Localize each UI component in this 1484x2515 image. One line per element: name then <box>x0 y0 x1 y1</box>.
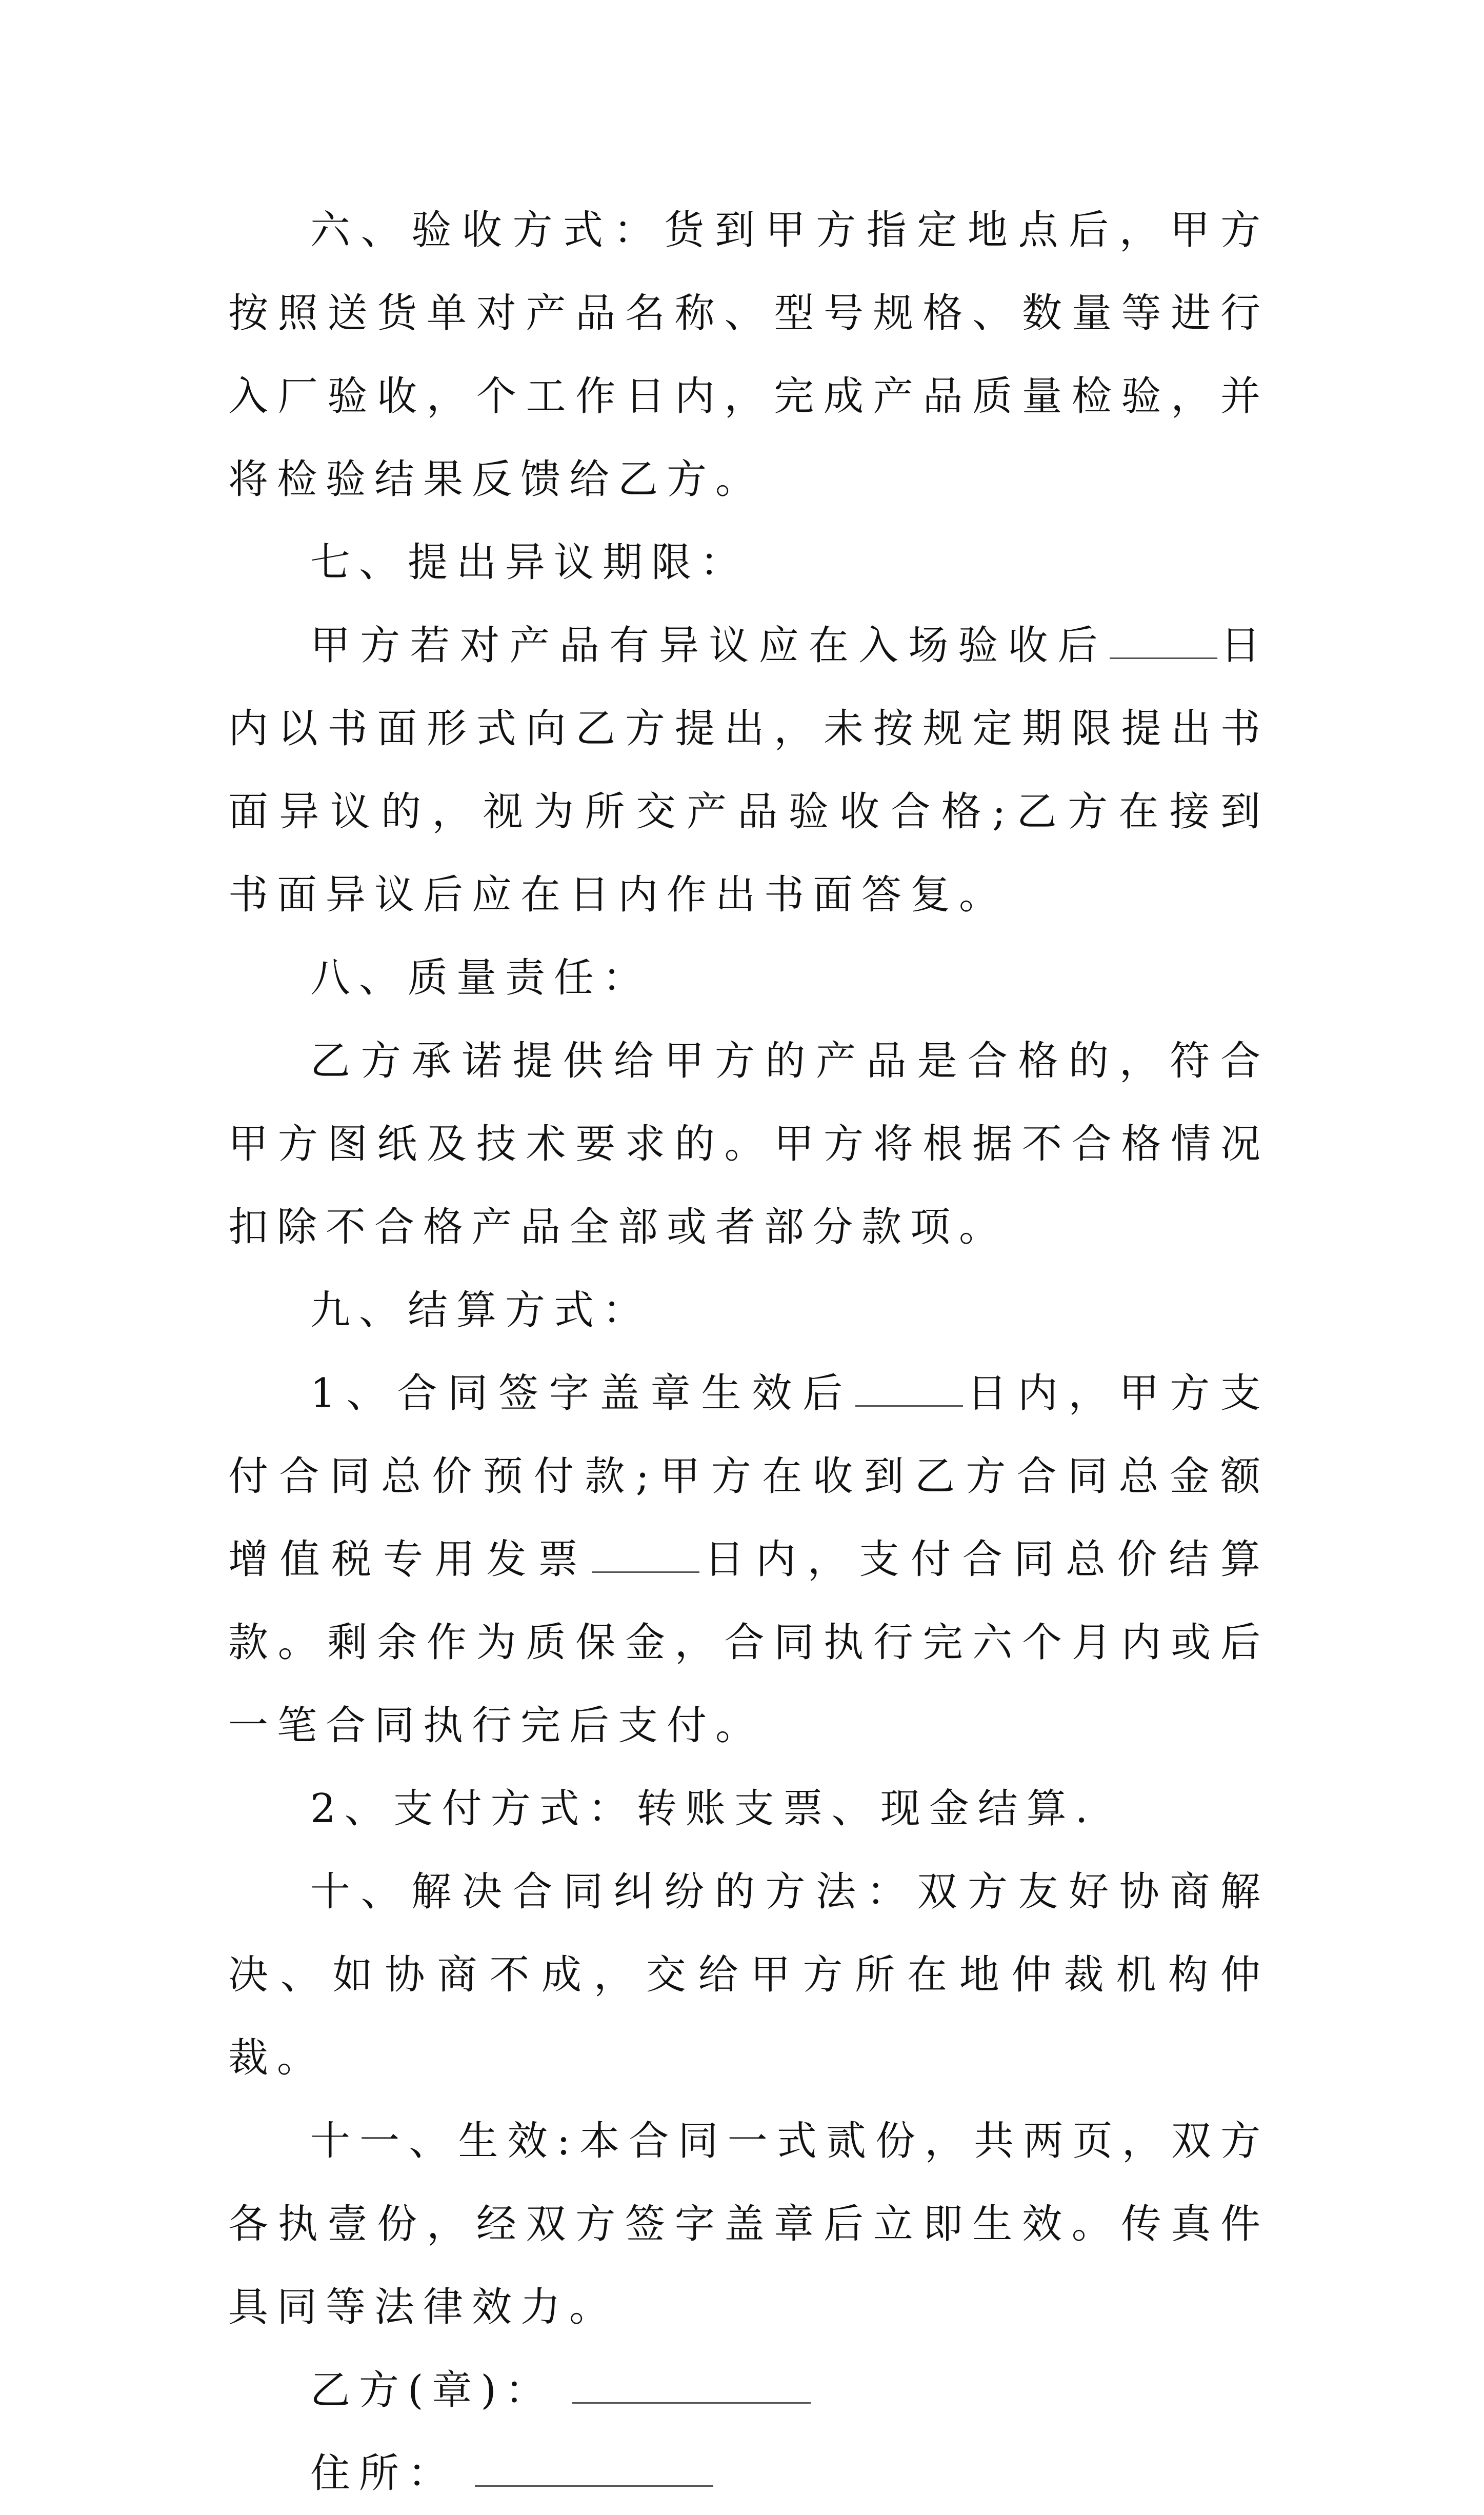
clause-7-text-b: 日内以书面形式向乙方提出，未按规定期限提出书面异议的，视为所交产品验收合格;乙方在接到书面异议后应在日内作出书面答复。 <box>228 623 1269 918</box>
clause-7-text-a: 甲方若对产品有异议应在入场验收后 <box>310 623 1108 669</box>
address-line <box>475 2485 713 2487</box>
blank-line <box>1110 657 1217 659</box>
clause-9-1-text-a: 1、合同签字盖章生效后 <box>310 1370 853 1416</box>
clause-7-body <box>228 604 1269 936</box>
signature-line <box>572 2402 811 2404</box>
clause-11-effect: 十一、生效:本合同一式贰份，共两页，双方各执壹份，经双方签字盖章后立即生效。传真件具同等法律效力。 <box>228 2118 1269 2330</box>
clause-9-item-2: 2、支付方式：转账支票、现金结算. <box>310 1786 1097 1832</box>
party-b-label: 乙方(章)： <box>310 2367 554 2413</box>
clause-9-1-text-c: 日内，支付合同总价结算款。剩余作为质保金，合同执行完六个月内或后一笔合同执行完后支付。 <box>228 1536 1269 1749</box>
clause-6-acceptance: 六、验收方式：货到甲方指定地点后，甲方按照送货单对产品名称、型号规格、数量等进行入厂验收，个工作日内，完成产品质量检验，并将检验结果反馈给乙方。 <box>228 207 1269 503</box>
blank-line <box>592 1571 699 1573</box>
clause-8-title: 八、质量责任： <box>310 955 652 1001</box>
address-label: 住所： <box>310 2450 457 2497</box>
clause-10-disputes: 十、解决合同纠纷的方法：双方友好协商解决、如协商不成，交给甲方所在地仲裁机构仲裁。 <box>228 1869 1269 2081</box>
clause-8-body: 乙方承诺提供给甲方的产品是合格的，符合甲方图纸及技术要求的。甲方将根据不合格情况扣除不合格产品全部或者部分款项。 <box>228 1038 1269 1250</box>
clause-9-1-text-b: 日内，甲方支付合同总价预付款;甲方在收到乙方合同总金额增值税专用发票 <box>228 1370 1269 1583</box>
address-row <box>228 2432 1269 2515</box>
blank-line <box>855 1405 963 1407</box>
clause-7-title: 七、提出异议期限： <box>310 540 749 586</box>
contract-body <box>228 189 1269 2515</box>
party-b-signature <box>228 2349 1269 2432</box>
clause-9-item-1 <box>228 1352 1269 1767</box>
clause-9-title: 九、结算方式： <box>310 1287 652 1333</box>
